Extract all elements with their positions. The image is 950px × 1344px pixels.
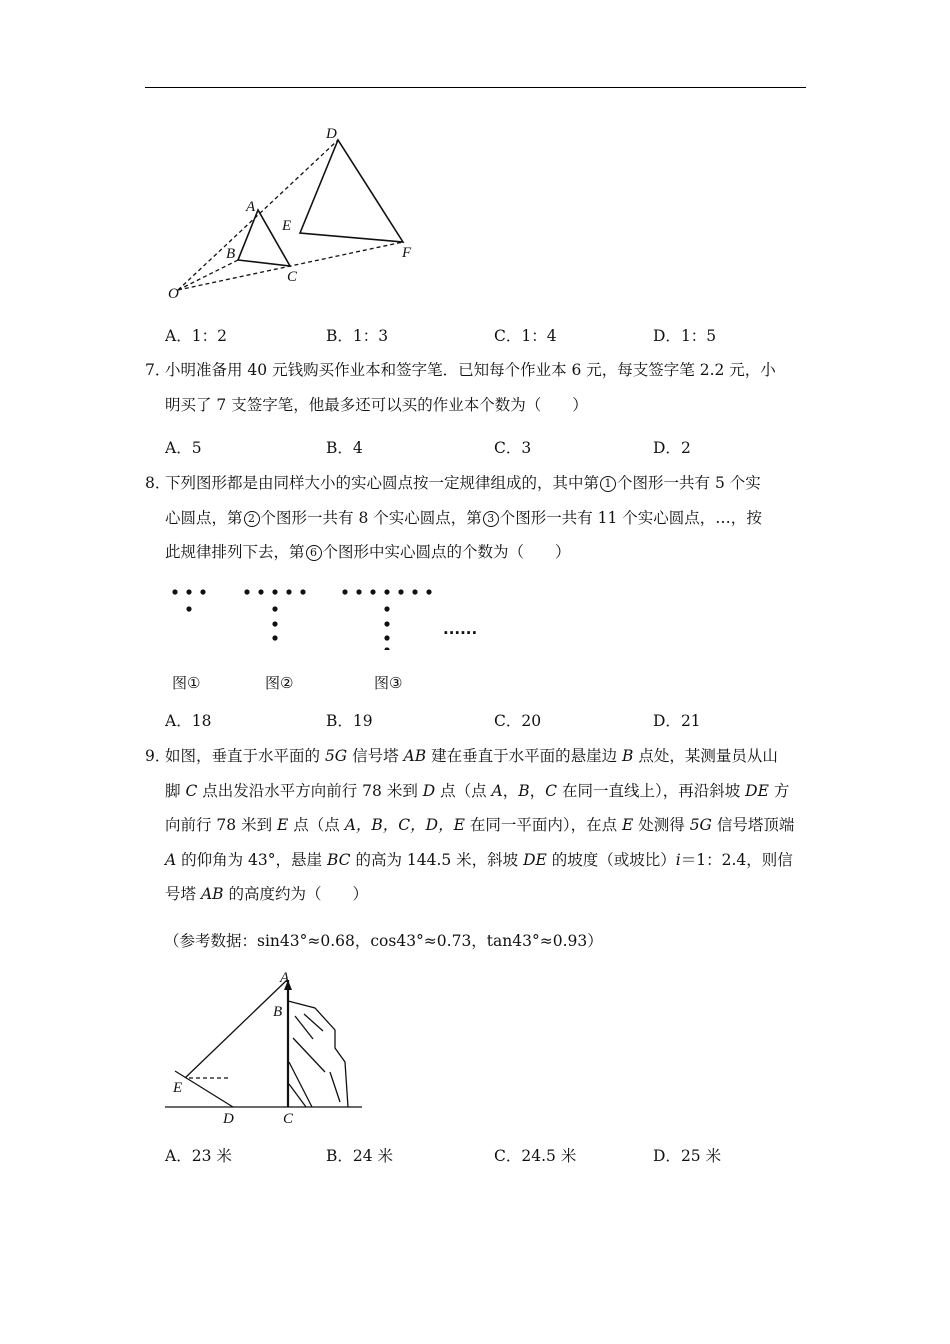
q6-figure xyxy=(160,118,420,303)
circled-number: 6 xyxy=(306,545,322,561)
q8-option-a[interactable]: A．18 xyxy=(165,712,212,730)
q6-options xyxy=(165,324,785,350)
header-rule xyxy=(145,87,806,88)
q7-option-c[interactable]: C．3 xyxy=(494,439,532,457)
question-8: 8．下列图形都是由同样大小的实心圆点按一定规律组成的，其中第 1 个图形一共有 5 个实 心圆点，第 2 个图形一共有 8 个实心圆点，第 3 个图形一共有 11 个实心圆点，…，按 此规律排列下去，第 6 个图形中实心圆点的个数为（ ） xyxy=(145,466,807,570)
q9-figure xyxy=(165,968,370,1130)
q8-option-c[interactable]: C．20 xyxy=(494,712,542,730)
q7-text-line2: 明买了 7 支签字笔，他最多还可以买的作业本个数为（ ） xyxy=(165,395,588,414)
q9-option-d[interactable]: D．25 米 xyxy=(653,1147,722,1165)
q9-number: 9． xyxy=(145,747,171,765)
q9-label-b: B xyxy=(273,1004,283,1020)
q6-option-c[interactable]: C．1：4 xyxy=(494,327,557,345)
q8-number: 8． xyxy=(145,474,171,492)
q9-options xyxy=(165,1144,785,1170)
q9-label-e: E xyxy=(173,1080,183,1096)
q8-options xyxy=(165,709,785,735)
q8-caption-1: 图① xyxy=(172,674,201,692)
q9-option-a[interactable]: A．23 米 xyxy=(165,1147,232,1165)
q6-label-c: C xyxy=(287,269,298,285)
q8-option-b[interactable]: B．19 xyxy=(326,712,373,730)
circled-number: 2 xyxy=(244,511,260,527)
q6-label-f: F xyxy=(402,245,412,261)
q9-label-a: A xyxy=(280,970,290,986)
q7-text-line1: 小明准备用 40 元钱购买作业本和签字笔．已知每个作业本 6 元，每支签字笔 2.2 元，小 xyxy=(165,361,776,379)
q8-dot-figure xyxy=(160,580,480,650)
question-9: 9．如图，垂直于水平面的 5G 信号塔 AB 建在垂直于水平面的悬崖边 B 点处，某测量员从山 脚 C 点出发沿水平方向前行 78 米到 D 点（点 A，B，C 在同一直线上），再沿斜坡 DE 方 向前行 78 米到 E 点（点 A，B，C，D，E 在同一平面内），在点 E 处测得 5G 信号塔顶端 A 的仰角为 43°，悬崖 BC 的高为 144.5 米，斜坡 DE 的坡度（或坡比）i＝1：2.4，则信 号塔 AB 的高度约为（ ） xyxy=(145,739,807,912)
q6-label-b: B xyxy=(226,246,236,262)
q8-option-d[interactable]: D．21 xyxy=(653,712,701,730)
circled-number: 1 xyxy=(600,476,616,492)
q8-caption-3: 图③ xyxy=(374,674,403,692)
q6-label-e: E xyxy=(282,218,292,234)
q7-options xyxy=(165,436,785,462)
q9-reference-data: （参考数据：sin43°≈0.68，cos43°≈0.73，tan43°≈0.93） xyxy=(164,932,603,950)
q7-option-d[interactable]: D．2 xyxy=(653,439,691,457)
q9-option-b[interactable]: B．24 米 xyxy=(326,1147,394,1165)
question-7 xyxy=(145,353,807,422)
q7-option-b[interactable]: B．4 xyxy=(326,439,363,457)
circled-number: 3 xyxy=(483,511,499,527)
q6-option-a[interactable]: A．1：2 xyxy=(165,327,227,345)
q6-label-d: D xyxy=(326,126,337,142)
q7-option-a[interactable]: A．5 xyxy=(165,439,202,457)
q7-number: 7． xyxy=(145,361,171,379)
q9-label-d: D xyxy=(223,1111,234,1127)
q6-label-a: A xyxy=(246,199,256,215)
q6-option-b[interactable]: B．1：3 xyxy=(326,327,389,345)
q6-option-d[interactable]: D．1：5 xyxy=(653,327,717,345)
q8-ellipsis: ...... xyxy=(443,620,478,638)
q9-label-c: C xyxy=(283,1111,294,1127)
q8-caption-2: 图② xyxy=(265,674,294,692)
q6-label-o: O xyxy=(168,286,179,302)
q9-option-c[interactable]: C．24.5 米 xyxy=(494,1147,577,1165)
